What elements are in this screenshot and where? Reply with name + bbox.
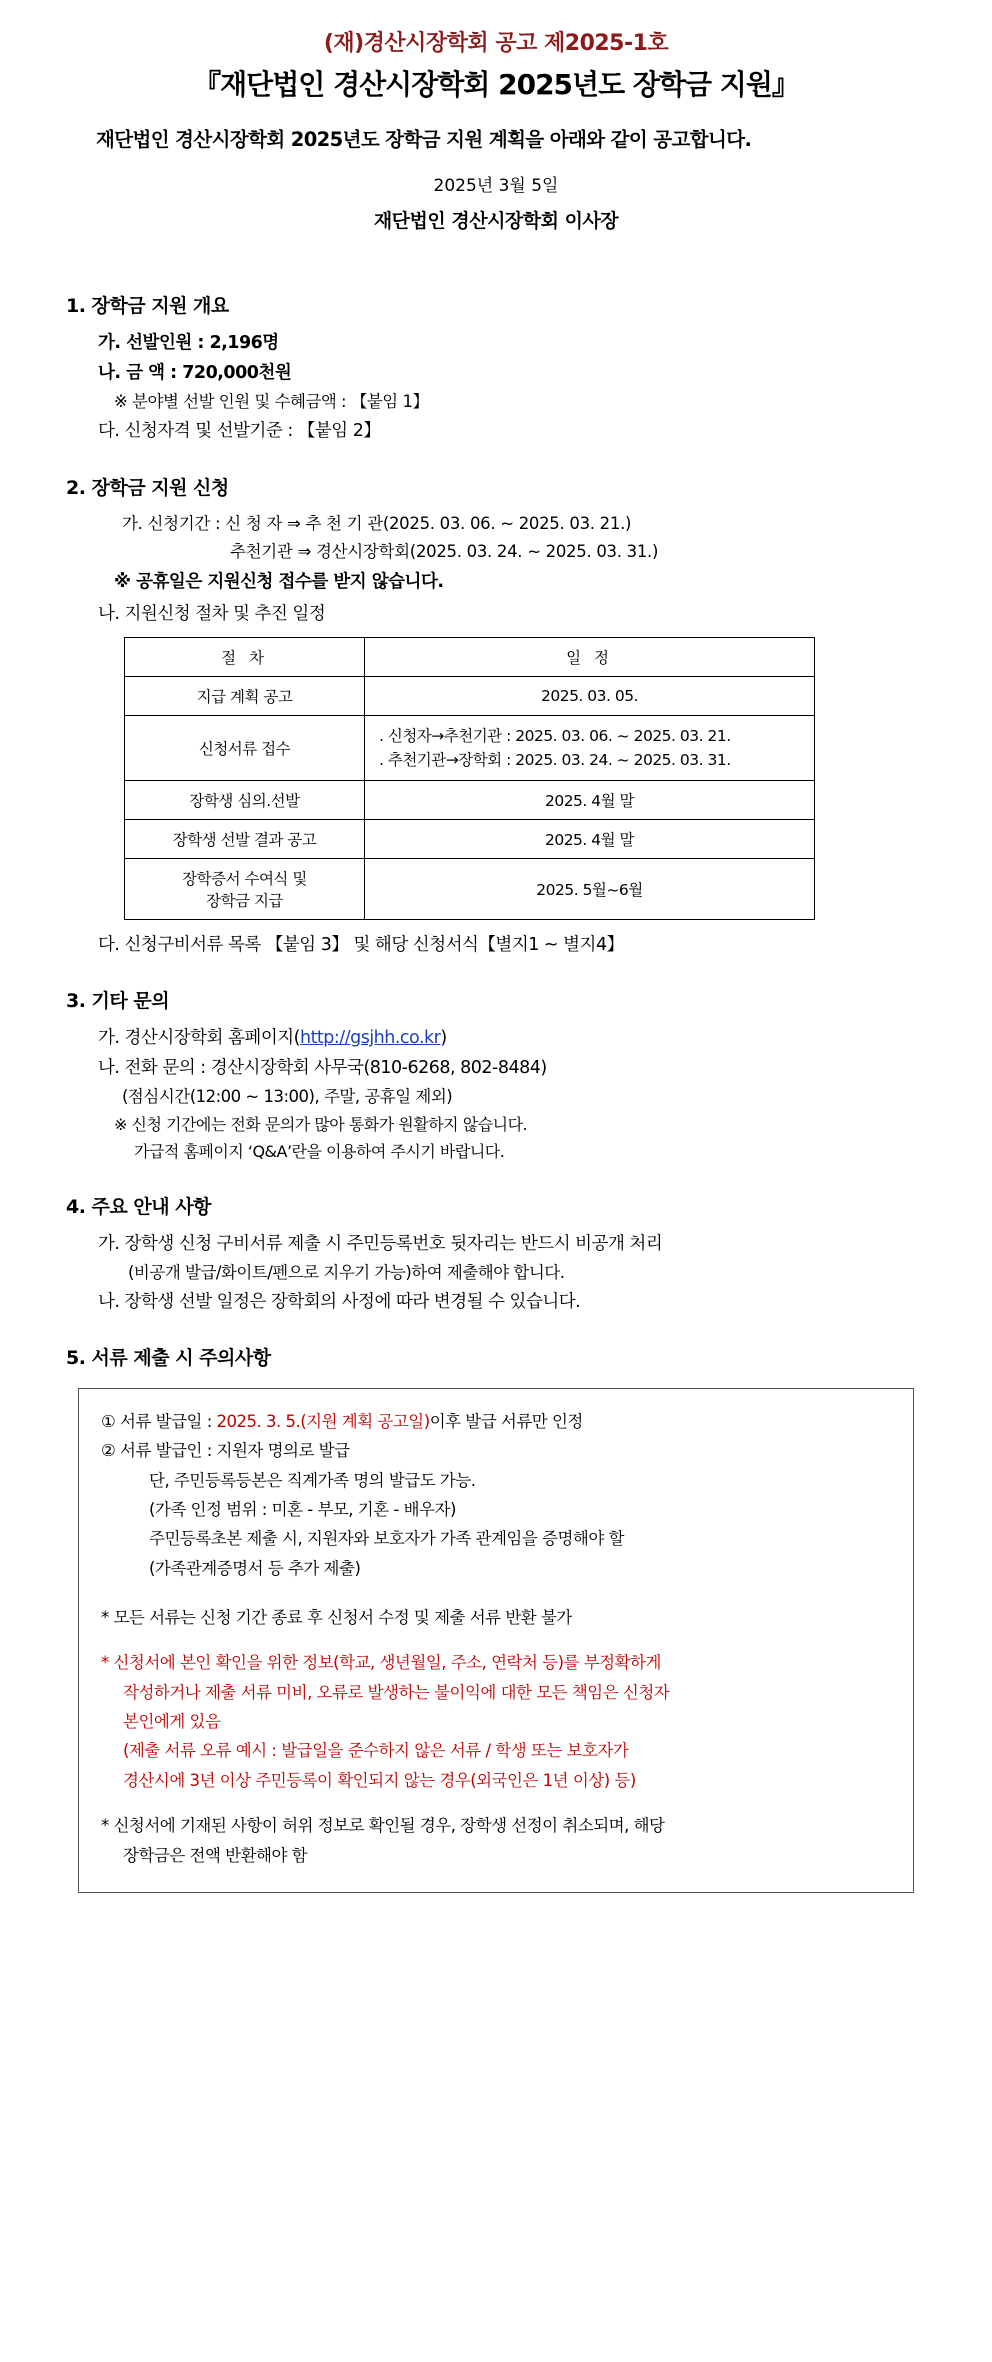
page-title: 『재단법인 경산시장학회 2025년도 장학금 지원』 <box>193 68 799 101</box>
table-cell-step <box>125 858 365 919</box>
section-4-item-2: 나. 장학생 선발 일정은 장학회의 사정에 따라 변경될 수 있습니다. <box>98 1291 581 1312</box>
section-1-heading: 1. 장학금 지원 개요 <box>66 295 229 318</box>
document-number: (재)경산시장학회 공고 제2025-1호 <box>323 31 669 56</box>
caution-star-2-line-3: 본인에게 있음 <box>123 1712 221 1732</box>
intro-paragraph: 재단법인 경산시장학회 2025년도 장학금 지원 계획을 아래와 같이 공고합니다. <box>96 128 752 151</box>
homepage-link[interactable]: http://gsjhh.co.kr <box>299 1028 441 1049</box>
caution-star-2-line-1: * 신청서에 본인 확인을 위한 정보(학교, 생년월일, 주소, 연락처 등)를 부정확하게 <box>101 1653 661 1673</box>
caution-line-6: (가족관계증명서 등 추가 제출) <box>149 1558 361 1578</box>
section-4-item-1-cont: (비공개 발급/화이트/펜으로 지우기 가능)하여 제출해야 합니다. <box>128 1262 565 1282</box>
caution-line-1-highlight: 2025. 3. 5.(지원 계획 공고일) <box>216 1411 430 1431</box>
table-cell-step: 지급 계획 공고 <box>125 676 365 715</box>
section-1-note: ※ 분야별 선발 인원 및 수혜금액 : 【붙임 1】 <box>114 392 429 412</box>
section-4-item-1: 가. 장학생 신청 구비서류 제출 시 주민등록번호 뒷자리는 반드시 비공개 처리 <box>98 1233 663 1254</box>
holiday-notice: ※ 공휴일은 지원신청 접수를 받지 않습니다. <box>114 572 444 593</box>
table-row <box>125 715 815 780</box>
issuer-name: 재단법인 경산시장학회 이사장 <box>373 210 619 233</box>
table-cell-schedule: 2025. 4월 말 <box>365 780 815 819</box>
caution-star-3-line-2: 장학금은 전액 반환해야 함 <box>123 1845 308 1865</box>
section-1-item-3: 다. 신청자격 및 선발기준 : 【붙임 2】 <box>98 421 381 442</box>
table-header-step: 절 차 <box>125 637 365 676</box>
section-3-heading: 3. 기타 문의 <box>66 990 170 1013</box>
table-cell-schedule: 2025. 5월~6월 <box>365 858 815 919</box>
table-cell-schedule: 2025. 4월 말 <box>365 819 815 858</box>
table-row <box>125 819 815 858</box>
section-1-item-2: 나. 금 액 : 720,000천원 <box>98 363 292 384</box>
caution-line-2: ② 서류 발급인 : 지원자 명의로 발급 <box>101 1441 350 1461</box>
contact-note-2: 가급적 홈페이지 ‘Q&A’란을 이용하여 주시기 바랍니다. <box>134 1142 505 1162</box>
table-cell-step: 장학생 심의.선발 <box>125 780 365 819</box>
phone-hours: (점심시간(12:00 ~ 13:00), 주말, 공휴일 제외) <box>122 1087 453 1107</box>
section-application <box>52 473 940 960</box>
section-5-heading: 5. 서류 제출 시 주의사항 <box>66 1346 271 1369</box>
section-overview <box>52 291 940 446</box>
phone-row: 나. 전화 문의 : 경산시장학회 사무국(810-6268, 802-8484) <box>98 1058 547 1079</box>
caution-star-1: * 모든 서류는 신청 기간 종료 후 신청서 수정 및 제출 서류 반환 불가 <box>101 1608 572 1628</box>
schedule-sub-line-2: . 추천기관→장학회 : 2025. 03. 24. ~ 2025. 03. 31. <box>379 750 731 769</box>
caution-star-3-line-1: * 신청서에 기재된 사항이 허위 정보로 확인될 경우, 장학생 선정이 취소되며, 해당 <box>101 1816 665 1836</box>
table-row <box>125 858 815 919</box>
caution-star-2-line-5: 경산시에 3년 이상 주민등록이 확인되지 않는 경우(외국인은 1년 이상) 등) <box>123 1770 636 1790</box>
caution-star-3 <box>101 1811 891 1870</box>
caution-line-3: 단, 주민등록등본은 직계가족 명의 발급도 가능. <box>149 1470 476 1490</box>
step-sub-line-1: 장학증서 수여식 및 <box>182 869 307 888</box>
homepage-row <box>98 1023 940 1053</box>
step-sub-line-2: 장학금 지급 <box>206 891 283 910</box>
section-submission-cautions <box>52 1343 940 1893</box>
caution-line-4: (가족 인정 범위 : 미혼 - 부모, 기혼 - 배우자) <box>149 1499 456 1519</box>
caution-box <box>78 1388 914 1893</box>
homepage-suffix: ) <box>440 1028 447 1049</box>
table-cell-step: 장학생 선발 결과 공고 <box>125 819 365 858</box>
section-main-notices <box>52 1192 940 1317</box>
schedule-sub-line-1: . 신청자→추천기관 : 2025. 03. 06. ~ 2025. 03. 21. <box>379 726 731 745</box>
section-4-heading: 4. 주요 안내 사항 <box>66 1195 211 1218</box>
table-header-schedule: 일 정 <box>365 637 815 676</box>
table-header-row <box>125 637 815 676</box>
application-period-line-2 <box>122 538 940 567</box>
caution-line-5: 주민등록초본 제출 시, 지원자와 보호자가 가족 관계임을 증명해야 할 <box>149 1529 624 1549</box>
table-row <box>125 780 815 819</box>
section-contact <box>52 986 940 1166</box>
caution-star-2-line-4: (제출 서류 오류 예시 : 발급일을 준수하지 않은 서류 / 학생 또는 보호자가 <box>123 1741 629 1761</box>
section-1-item-1: 가. 선발인원 : 2,196명 <box>98 333 279 354</box>
caution-line-1-prefix: ① 서류 발급일 : <box>101 1411 217 1431</box>
application-period-line-2-text: 추천기관 ⇒ 경산시장학회(2025. 03. 24. ~ 2025. 03. 31.) <box>230 542 659 562</box>
schedule-label: 나. 지원신청 절차 및 추진 일정 <box>98 603 326 624</box>
schedule-table <box>124 637 815 920</box>
application-period-line-1: 가. 신청기간 : 신 청 자 ⇒ 추 천 기 관(2025. 03. 06. ~ 2025. 03. 21.) <box>122 513 632 533</box>
homepage-prefix: 가. 경산시장학회 홈페이지( <box>98 1028 300 1049</box>
section-2-heading: 2. 장학금 지원 신청 <box>66 476 229 499</box>
table-row <box>125 676 815 715</box>
contact-note-1: ※ 신청 기간에는 전화 문의가 많아 통화가 원활하지 않습니다. <box>114 1115 528 1135</box>
table-cell-step: 신청서류 접수 <box>125 715 365 780</box>
caution-star-2-line-2: 작성하거나 제출 서류 미비, 오류로 발생하는 불이익에 대한 모든 책임은 신청자 <box>123 1682 670 1702</box>
table-cell-schedule: 2025. 03. 05. <box>365 676 815 715</box>
table-cell-schedule <box>365 715 815 780</box>
caution-star-2 <box>101 1648 891 1795</box>
caution-line-1 <box>101 1407 891 1436</box>
announcement-date: 2025년 3월 5일 <box>433 176 559 197</box>
caution-line-1-suffix: 이후 발급 서류만 인정 <box>429 1411 583 1431</box>
required-documents-label: 다. 신청구비서류 목록 【붙임 3】 및 해당 신청서식【별지1 ~ 별지4】 <box>98 934 624 955</box>
